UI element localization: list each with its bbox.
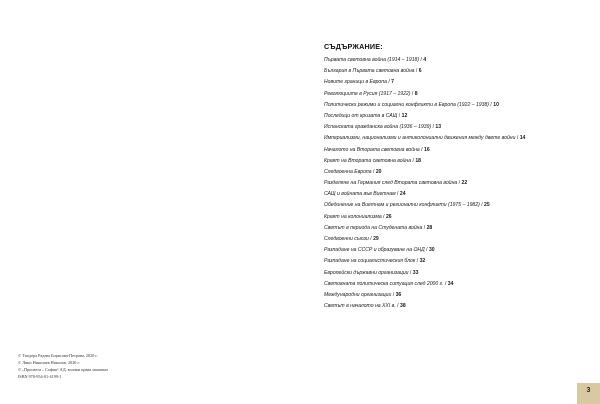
toc-entry-page: 13	[435, 124, 442, 131]
toc-entry-separator: /	[515, 135, 520, 142]
toc-entry	[324, 79, 586, 90]
toc-entry-separator: /	[424, 247, 429, 254]
toc-entry	[324, 281, 586, 292]
toc-entry-page: 26	[385, 213, 392, 220]
toc-entry-page: 38	[400, 303, 406, 310]
toc-entry-title: Краят на колониализма	[324, 213, 382, 220]
toc-entry-title: Революциите в Русия (1917 – 1922)	[324, 90, 411, 97]
toc-entry-title: Новите граници в Европа	[324, 79, 387, 86]
toc-entry-page: 36	[395, 291, 402, 298]
toc-title: СЪДЪРЖАНИЕ:	[324, 42, 383, 51]
toc-entry-separator: /	[414, 68, 419, 75]
toc-entry-separator: /	[415, 258, 420, 265]
toc-entry	[324, 191, 586, 202]
toc-entry-page: 4	[423, 57, 427, 63]
toc-entry-separator: /	[479, 202, 485, 209]
toc-entry-title: Международни организации	[324, 291, 392, 298]
copyright-line: © Лино Николаев Николов, 2020 г.	[18, 360, 80, 365]
toc-entry-page: 30	[428, 247, 435, 254]
toc-entry-separator: /	[410, 90, 415, 97]
toc-entry-title: Империализми, национализми и антиколониални движения между двете войни	[324, 135, 516, 142]
toc-entry-title: Обединение на Виетнам и регионални конфликти (1975 – 1982)	[324, 202, 480, 209]
toc-entry	[324, 225, 586, 236]
toc-entry-title: Политически режими и социални конфликти в Европа (1922 – 1938)	[324, 101, 489, 108]
toc-entry-title: Началото на Втората световна война	[324, 146, 420, 153]
toc-entry-separator: /	[395, 303, 400, 310]
toc-entry	[324, 214, 586, 225]
toc-entry-separator: /	[368, 236, 374, 242]
toc-entry-page: 6	[418, 68, 422, 75]
toc-entry	[324, 135, 586, 146]
copyright-block	[18, 352, 108, 380]
toc-entry-separator: /	[419, 57, 424, 63]
toc-entry	[324, 180, 586, 191]
toc-entry	[324, 270, 586, 281]
toc-entry-title: Краят на Втората световна война	[324, 157, 412, 164]
toc-entry-page: 33	[412, 269, 419, 276]
page-number: 3	[586, 387, 591, 394]
toc-entry-separator: /	[443, 280, 448, 287]
toc-entry-page: 10	[493, 101, 499, 108]
copyright-line: © Тиодора Радева Борисова-Петрова, 2020 г.	[18, 353, 98, 358]
toc-entry-page: 14	[519, 135, 526, 142]
toc-entry-page: 34	[447, 280, 454, 287]
toc-entry-separator: /	[386, 79, 392, 86]
toc-entry-title: Европейски държавни организации	[324, 269, 409, 276]
toc-entry-separator: /	[397, 112, 402, 119]
toc-entry-page: 25	[484, 202, 490, 209]
toc-entry-page: 20	[375, 168, 382, 175]
toc-entry-title: Следвоенна Европа	[324, 168, 372, 175]
toc-entry-title: Разделяне на Германия след Втората световна война	[324, 180, 458, 187]
toc-entry	[324, 258, 586, 269]
toc-entry	[324, 57, 586, 68]
toc-entry-page: 12	[401, 112, 408, 119]
toc-entry-page: 28	[426, 224, 433, 231]
toc-entry	[324, 247, 586, 258]
toc-entry-title: Световната политическа ситуация след 2000 г.	[324, 280, 444, 287]
toc-entry	[324, 124, 586, 135]
toc-entry-page: 29	[373, 236, 379, 242]
toc-entry-separator: /	[457, 180, 462, 187]
toc-entry	[324, 236, 586, 247]
toc-entry	[324, 202, 586, 213]
toc-entry	[324, 68, 586, 79]
toc-entry-title: Светът в периода на Студената война	[324, 224, 423, 231]
toc-entry-separator: /	[488, 101, 494, 108]
toc-entry-title: Разпадане на СССР и образуване на ОНД	[324, 247, 425, 254]
toc-entry	[324, 158, 586, 169]
toc-entry-page: 8	[414, 90, 418, 97]
toc-entry-title: Първата световна война (1914 – 1918)	[324, 57, 420, 63]
toc-entry	[324, 102, 586, 113]
toc-entry	[324, 147, 586, 158]
toc-entry-title: Следвоенни съюзи	[324, 236, 369, 242]
toc-entry-page: 22	[461, 180, 468, 187]
toc-entry-page: 16	[424, 146, 430, 153]
toc-entry-separator: /	[381, 213, 386, 220]
toc-entry-separator: /	[431, 124, 436, 131]
isbn-line: ISBN 978-954-01-4199-1	[18, 374, 62, 379]
toc-list	[324, 57, 586, 314]
toc-entry	[324, 113, 586, 124]
toc-entry	[324, 292, 586, 303]
toc-entry-title: Последици от кризата в САЩ	[324, 112, 398, 119]
toc-entry-page: 24	[399, 191, 406, 198]
toc-entry	[324, 303, 586, 314]
toc-entry-separator: /	[391, 291, 396, 298]
toc-entry-separator: /	[408, 269, 413, 276]
toc-entry-page: 7	[391, 79, 394, 86]
toc-entry	[324, 91, 586, 102]
page-number-tab	[577, 383, 600, 404]
toc-entry-page: 18	[415, 157, 421, 164]
toc-entry-title: Испанската гражданска война (1936 – 1939)	[324, 124, 432, 131]
toc-entry-separator: /	[371, 168, 376, 175]
toc-entry-title: Светът в началото на XXI в.	[324, 303, 396, 310]
right-page	[300, 0, 600, 404]
toc-entry	[324, 169, 586, 180]
toc-entry-title: България в Първата световна война	[324, 68, 415, 75]
copyright-line: © „Просвета – София“ АД, всички права запазени	[18, 367, 108, 372]
toc-entry-separator: /	[395, 191, 400, 198]
toc-entry-title: САЩ и войната във Виетнам	[324, 191, 396, 198]
toc-entry-separator: /	[422, 224, 427, 231]
toc-entry-page: 32	[419, 258, 426, 265]
toc-entry-separator: /	[419, 146, 424, 153]
table-of-contents	[324, 42, 586, 314]
toc-entry-title: Разпадане на социалистическия блок	[324, 258, 416, 265]
toc-entry-separator: /	[411, 157, 416, 164]
